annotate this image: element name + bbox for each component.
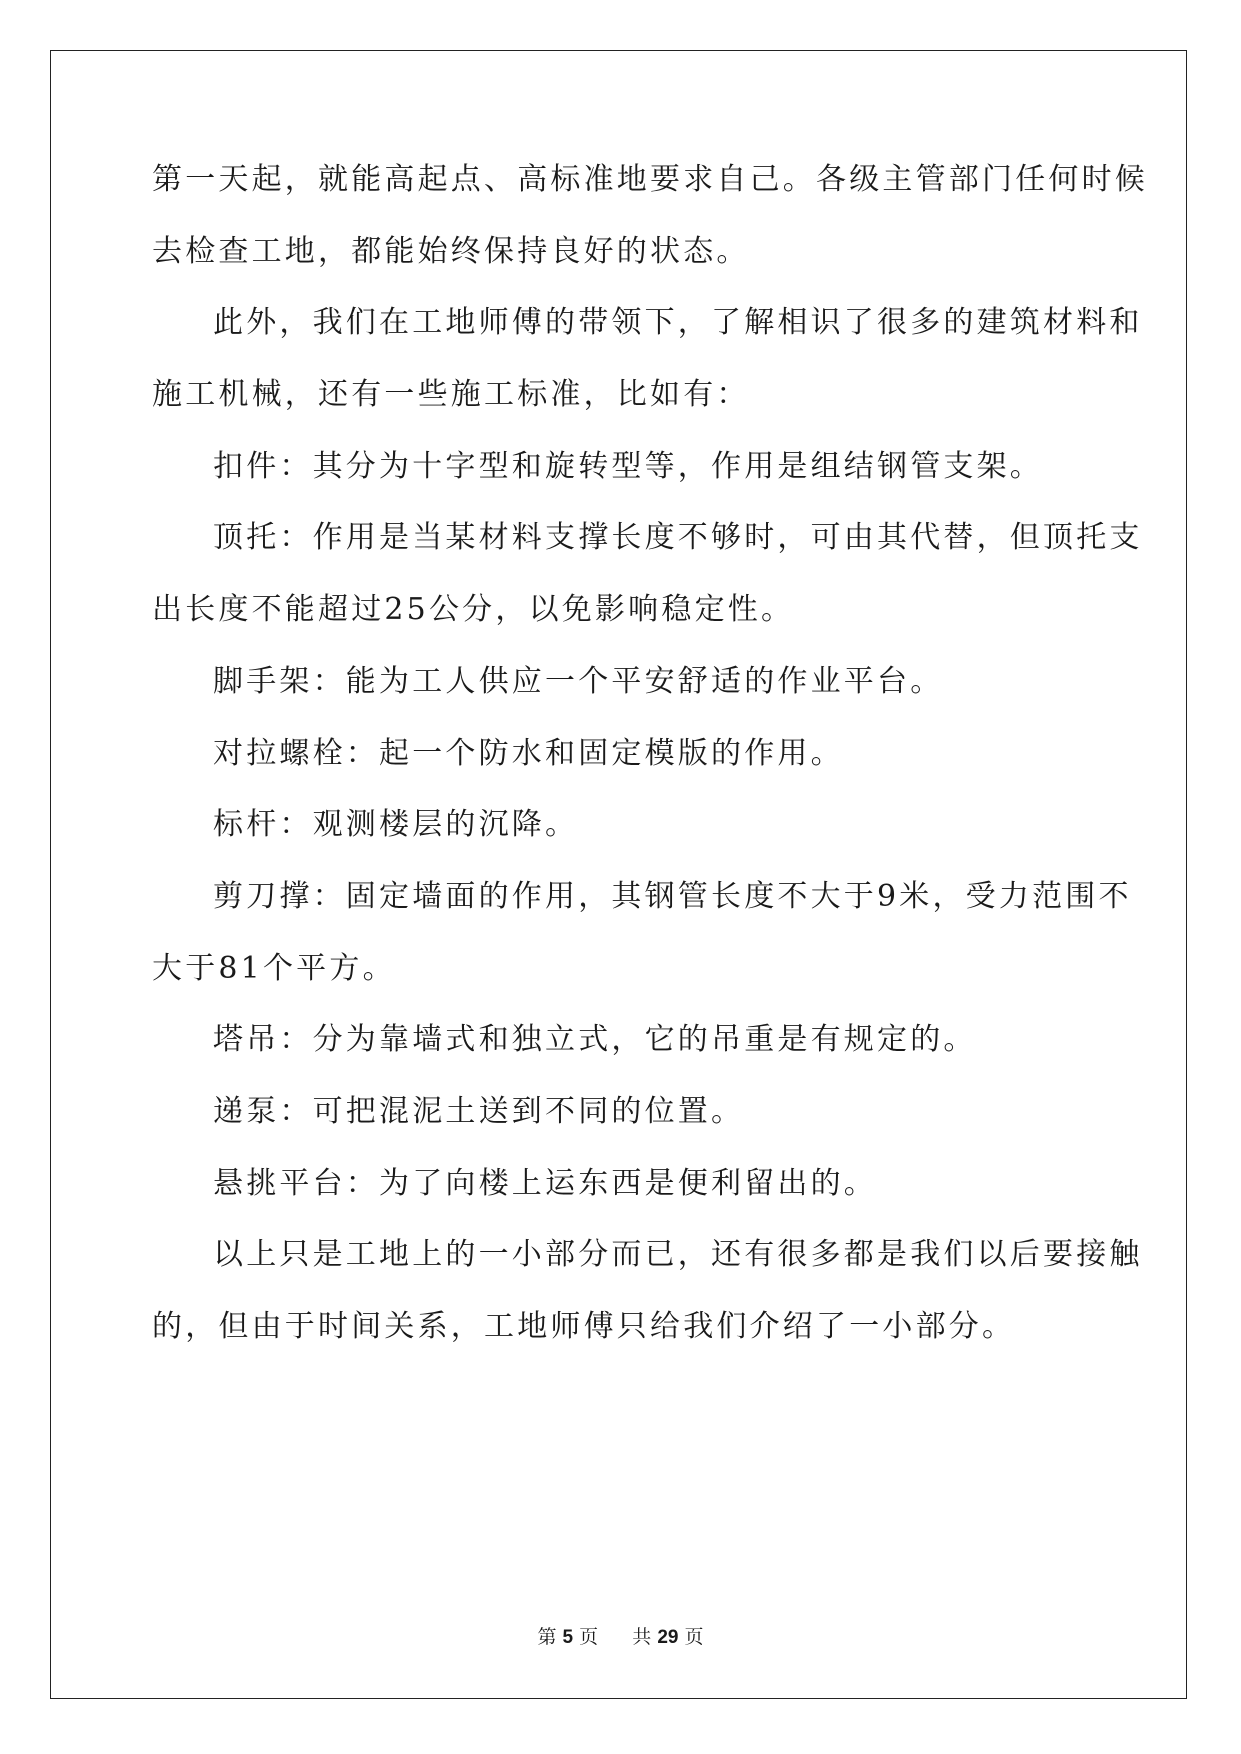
text-line: 出长度不能超过25公分，以免影响稳定性。 bbox=[152, 592, 795, 627]
paragraph-start: 悬挑平台：为了向楼上运东西是便利留出的。 bbox=[213, 1166, 877, 1201]
text-line: 第一天起，就能高起点、高标准地要求自己。各级主管部门任何时候 bbox=[152, 162, 1148, 197]
page-footer bbox=[0, 1622, 1241, 1649]
paragraph-start: 标杆：观测楼层的沉降。 bbox=[213, 807, 579, 842]
paragraph-start: 脚手架：能为工人供应一个平安舒适的作业平台。 bbox=[213, 664, 944, 699]
text-line: 去检查工地，都能始终保持良好的状态。 bbox=[152, 234, 750, 269]
text-line: 施工机械，还有一些施工标准，比如有： bbox=[152, 377, 750, 412]
total-pages: 29 bbox=[657, 1627, 679, 1648]
total-prefix: 共 bbox=[632, 1626, 652, 1648]
page-suffix: 页 bbox=[579, 1626, 599, 1648]
paragraph-start: 对拉螺栓：起一个防水和固定模版的作用。 bbox=[213, 736, 844, 771]
paragraph-start: 扣件：其分为十字型和旋转型等，作用是组结钢管支架。 bbox=[213, 449, 1043, 484]
page-number: 5 bbox=[562, 1627, 574, 1648]
paragraph-start: 顶托：作用是当某材料支撑长度不够时，可由其代替，但顶托支 bbox=[213, 520, 1143, 555]
text-line: 大于81个平方。 bbox=[152, 951, 396, 986]
paragraph-start: 塔吊：分为靠墙式和独立式，它的吊重是有规定的。 bbox=[213, 1022, 977, 1057]
paragraph-start: 剪刀撑：固定墙面的作用，其钢管长度不大于9米，受力范围不 bbox=[213, 879, 1132, 914]
paragraph-start: 以上只是工地上的一小部分而已，还有很多都是我们以后要接触 bbox=[213, 1237, 1143, 1272]
total-suffix: 页 bbox=[684, 1626, 704, 1648]
page-prefix: 第 bbox=[537, 1626, 557, 1648]
text-line: 的，但由于时间关系，工地师傅只给我们介绍了一小部分。 bbox=[152, 1309, 1016, 1344]
paragraph-start: 递泵：可把混泥土送到不同的位置。 bbox=[213, 1094, 745, 1129]
page-border bbox=[50, 50, 1187, 1699]
paragraph-start: 此外，我们在工地师傅的带领下，了解相识了很多的建筑材料和 bbox=[213, 305, 1143, 340]
